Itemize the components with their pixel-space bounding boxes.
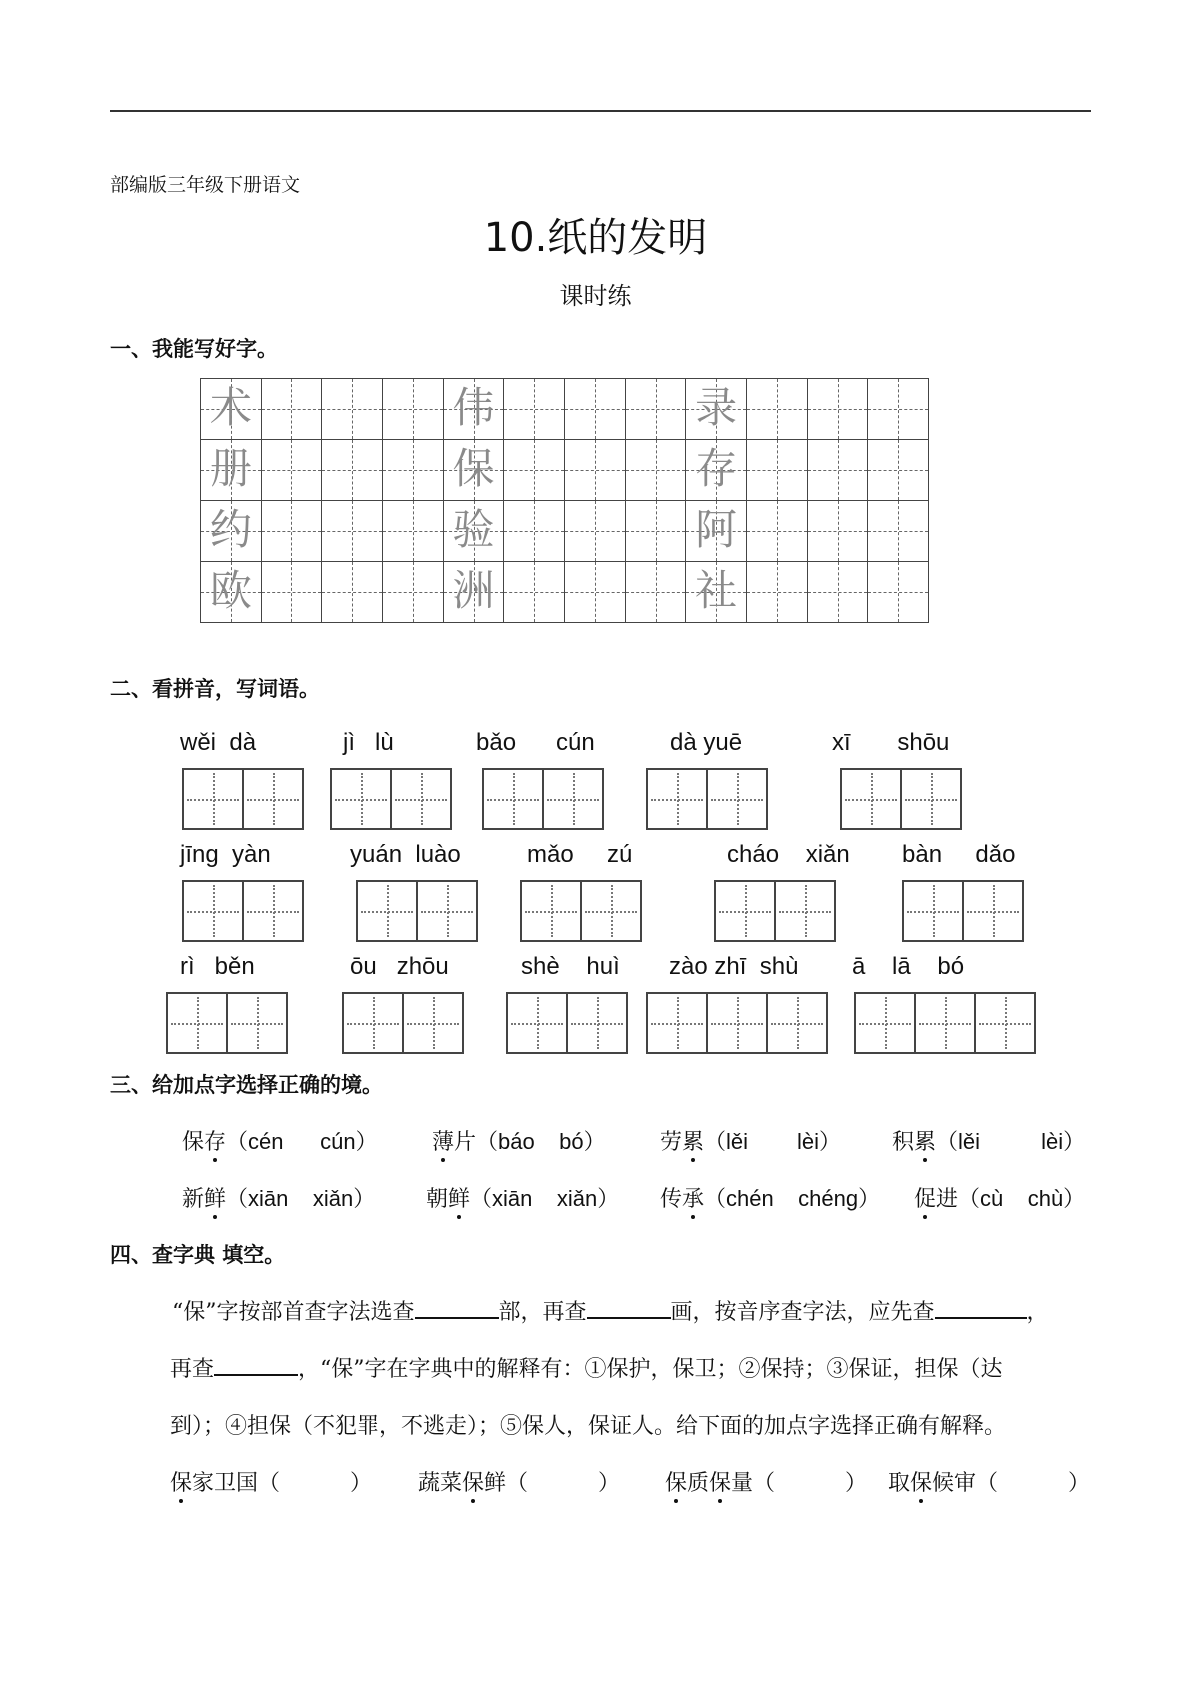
word-box[interactable] [840,768,902,830]
pronunciation-item: 新鲜（xiān xiǎn） [182,1186,376,1212]
section1-heading: 一、我能写好字。 [110,336,278,361]
word-box[interactable] [182,880,244,942]
pronunciation-item: 促进（cù chù） [914,1186,1086,1212]
model-character: 伟 [452,383,495,432]
word-box[interactable] [914,992,976,1054]
model-character: 录 [695,383,738,432]
pinyin-label: jīng yàn [180,841,271,868]
word-box[interactable] [226,992,288,1054]
dictionary-line-2: 再查 ，“保”字在字典中的解释有：①保护，保卫；②保持；③保证，担保（达 [170,1352,1003,1383]
answer-blank[interactable] [935,1295,1027,1319]
model-character: 验 [452,505,495,554]
subject-label: 部编版三年级下册语文 [110,174,301,196]
word-box[interactable] [330,768,392,830]
pinyin-label: shè huì [521,953,620,980]
page-title: 10.纸的发明 [483,215,708,261]
word-box[interactable] [482,768,544,830]
word-box[interactable] [774,880,836,942]
pronunciation-item: 劳累（lěi lèi） [660,1129,841,1155]
model-character: 社 [695,566,738,615]
word-box[interactable] [182,768,244,830]
pronunciation-item: 积累（lěi lèi） [892,1129,1086,1155]
pinyin-label: cháo xiǎn [727,841,850,868]
meaning-item: 取保候审（ ） [888,1471,1090,1496]
pinyin-label: bǎo cún [476,729,595,756]
word-box[interactable] [566,992,628,1054]
word-box[interactable] [902,880,964,942]
section3-heading: 三、给加点字选择正确的境。 [110,1072,383,1097]
answer-blank[interactable] [214,1352,298,1376]
model-character: 约 [209,505,252,554]
word-box[interactable] [166,992,228,1054]
model-character: 欧 [209,566,252,615]
pinyin-label: zào zhī shù [669,953,799,980]
pinyin-label: bàn dǎo [902,841,1016,868]
pronunciation-item: 朝鲜（xiān xiǎn） [426,1186,620,1212]
meaning-item: 蔬菜保鲜（ ） [418,1471,620,1496]
dictionary-line-3: 到）；④担保（不犯罪，不逃走）；⑤保人，保证人。给下面的加点字选择正确有解释。 [170,1414,1007,1439]
word-box[interactable] [646,768,708,830]
word-box[interactable] [342,992,404,1054]
model-character: 存 [695,444,738,493]
word-box[interactable] [506,992,568,1054]
word-box[interactable] [974,992,1036,1054]
word-box[interactable] [242,768,304,830]
section4-heading: 四、查字典 填空。 [110,1242,286,1267]
word-box[interactable] [646,992,708,1054]
dictionary-line-1: “保”字按部首查字法选查 部，再查 画，按音序查字法，应先查 ， [172,1295,1049,1326]
word-box[interactable] [520,880,582,942]
meaning-item: 保家卫国（ ） [170,1471,372,1496]
model-character: 册 [209,444,252,493]
pronunciation-item: 传承（chén chéng） [660,1186,881,1212]
pinyin-label: ōu zhōu [350,953,449,980]
answer-blank[interactable] [587,1295,671,1319]
word-box[interactable] [542,768,604,830]
word-box[interactable] [962,880,1024,942]
pinyin-label: mǎo zú [527,841,633,868]
pinyin-label: jì lù [343,729,394,756]
word-box[interactable] [706,992,768,1054]
word-box[interactable] [356,880,418,942]
page-subtitle: 课时练 [559,282,632,310]
word-box[interactable] [714,880,776,942]
word-box[interactable] [580,880,642,942]
word-box[interactable] [416,880,478,942]
section2-heading: 二、看拼音，写词语。 [110,676,320,701]
word-box[interactable] [390,768,452,830]
model-character: 术 [209,383,252,432]
word-box[interactable] [900,768,962,830]
model-character: 阿 [695,505,738,554]
word-box[interactable] [242,880,304,942]
pinyin-label: xī shōu [832,729,950,756]
word-box[interactable] [766,992,828,1054]
word-box[interactable] [402,992,464,1054]
pronunciation-item: 保存（cén cún） [182,1129,378,1155]
pinyin-label: ā lā bó [852,953,965,980]
word-box[interactable] [854,992,916,1054]
pinyin-label: rì běn [180,953,255,980]
pinyin-label: dà yuē [670,729,743,756]
meaning-item: 保质保量（ ） [665,1471,867,1496]
model-character: 保 [452,444,495,493]
pinyin-label: wěi dà [180,729,257,756]
word-box[interactable] [706,768,768,830]
answer-blank[interactable] [415,1295,499,1319]
model-character: 洲 [452,566,495,615]
pinyin-label: yuán luào [350,841,461,868]
pronunciation-item: 薄片（báo bó） [432,1129,606,1155]
